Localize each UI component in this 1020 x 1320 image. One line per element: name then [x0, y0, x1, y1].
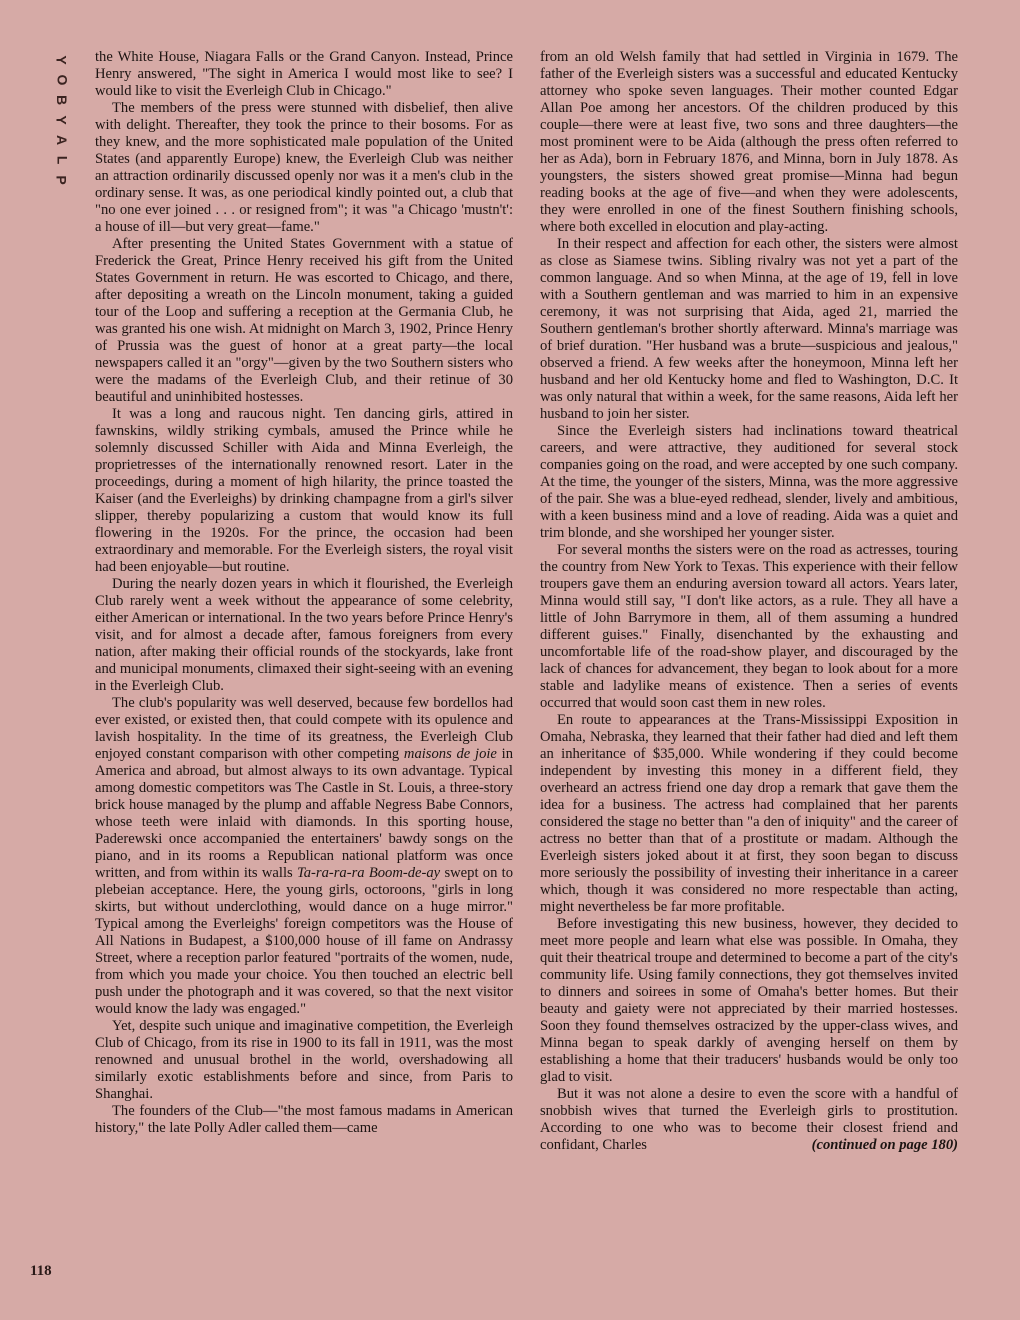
paragraph-text: swept on to plebeian acceptance. Here, the young girls, octoroons, "girls in long skirts, but without underclothing, would dance on a huge mirror." Typical among the Everleighs' foreign competitors was the House of All Nations in Budapest, a $100,000 house of ill fame on Andrassy Street, where a reception parlor featured "portraits of the women, nude, from which you made your choice. You then touched an electric bell push under the photograph and it was covered, so that the next visitor would know the lady was engaged.": [95, 865, 513, 1017]
paragraph: Since the Everleigh sisters had inclinations toward theatrical careers, and were attractive, they auditioned for several stock companies going on the road, and were accepted by one such company. At the time, the younger of the sisters, Minna, was the more aggressive of the pair. She was a blue-eyed redhead, slender, lively and ambitious, with a keen business mind and a love of reading. Aida was a quiet and trim blonde, and she worshiped her younger sister.: [540, 423, 958, 541]
masthead-letter: O: [53, 74, 70, 86]
masthead-letter: Y: [54, 115, 70, 125]
paragraph: In their respect and affection for each other, the sisters were almost as close as Siamese twins. Sibling rivalry was not yet a part of the common language. And so when Minna, at the age of 19, fell in love with a Southern gentleman and was married to him in an expensive ceremony, it was not surprising that Aida, aged 21, married the Southern gentleman's brother shortly afterward. Minna's marriage was of brief duration. "Her husband was a brute—suspicious and jealous," observed a friend. A few weeks after the honeymoon, Minna left her husband and her old Kentucky home and fled to Washington, D.C. It was only natural that within a week, for the same reasons, Aida left her husband to join her sister.: [540, 236, 958, 422]
playboy-masthead: [51, 50, 73, 190]
page-number: 118: [30, 1263, 52, 1279]
paragraph: It was a long and raucous night. Ten dancing girls, attired in fawnskins, wildly striking cymbals, amused the Prince while he solemnly discussed Schiller with Aida and Minna Everleigh, the proprietresses of the internationally renowned resort. Later in the proceedings, during a moment of high hilarity, the prince toasted the Kaiser (and the Everleighs) by drinking champagne from a girl's silver slipper, thereby popularizing a custom that would know its full flowering in the 1920s. For the prince, the occasion had been extraordinary and memorable. For the Everleigh sisters, the royal visit had been enjoyable—but routine.: [95, 406, 513, 575]
paragraph: After presenting the United States Government with a statue of Frederick the Great, Prince Henry received his gift from the United States Government in return. He was escorted to Chicago, and there, after depositing a wreath on the Lincoln monument, taking a guided tour of the Loop and suffering a reception at the Germania Club, he was granted his one wish. At midnight on March 3, 1902, Prince Henry of Prussia was the guest of honor at a great party—the local newspapers called it an "orgy"—given by the two Southern sisters who were the madams of the Everleigh Club, and their retinue of 30 beautiful and uninhibited hostesses.: [95, 236, 513, 405]
paragraph: The founders of the Club—"the most famous madams in American history," the late Polly Adler called them—came: [95, 1103, 513, 1136]
masthead-letter: A: [54, 134, 70, 146]
paragraph: For several months the sisters were on the road as actresses, touring the country from New York to Texas. This experience with their fellow troupers gave them an enduring aversion toward all actors. Years later, Minna would still say, "I don't like actors, as a rule. They all have a little of John Barrymore in them, all of them assuming a hundred different guises." Finally, disenchanted by the exhausting and uncomfortable life of the road-show player, and discouraged by the lack of chances for advancement, they began to look about for a more stable and ladylike means of existence. Then a series of events occurred that would soon cast them in new roles.: [540, 542, 958, 711]
paragraph: Before investigating this new business, however, they decided to meet more people and learn what else was possible. In Omaha, they quit their theatrical troupe and determined to become a part of the city's community life. Using family connections, they got themselves invited to dinners and soirees in some of Omaha's better homes. But their beauty and gaiety were not appreciated by their married hostesses. Soon they found themselves ostracized by the upper-class wives, and Minna began to speak darkly of avenging herself on them by establishing a home that their traducers' husbands would be only too glad to visit.: [540, 916, 958, 1085]
paragraph: Yet, despite such unique and imaginative competition, the Everleigh Club of Chicago, from its rise in 1900 to its fall in 1911, was the most renowned and unusual brothel in the world, overshadowing all similarly exotic establishments before and since, from Paris to Shanghai.: [95, 1018, 513, 1102]
paragraph-text: But it was not alone a desire to even the score with a handful of snobbish wives that turned the Everleigh girls to prostitution. According to one who was to become their closest friend and confidant, Charles: [540, 1086, 958, 1153]
masthead-letter: P: [54, 175, 70, 185]
masthead-letter: L: [54, 155, 70, 165]
paragraph: En route to appearances at the Trans-Mississippi Exposition in Omaha, Nebraska, they learned that their father had died and left them an inheritance of $35,000. While wondering if they could become independent by investing this money in a different field, they overheard an actress friend one day drop a remark that gave them the idea for a business. The actress had complained that her parents considered the stage no better than "a den of iniquity" and the career of actress no better than that of a prostitute or madam. Although the Everleigh sisters joked about it at first, they soon began to discuss more seriously the possibility of investing their inheritance in a career which, though it was considered no more respectable than acting, might nevertheless be far more profitable.: [540, 712, 958, 915]
continued-notice: (continued on page 180): [811, 1137, 958, 1153]
paragraph: [95, 695, 513, 1018]
italic-phrase: maisons de joie: [403, 746, 497, 762]
italic-song-title: Ta-ra-ra-ra Boom-de-ay: [296, 865, 441, 881]
masthead-letter: Y: [54, 55, 70, 65]
right-text-column: [540, 49, 958, 1154]
paragraph-text: in America and abroad, but almost always to its own advantage. Typical among domestic competitors was The Castle in St. Louis, a three-story brick house managed by the plump and affable Negress Babe Connors, whose teeth were inlaid with diamonds. In this sporting house, Paderewski once accompanied the entertainers' bawdy songs on the piano, and in its rooms a Republican national platform was once written, and from within its walls: [95, 746, 513, 881]
paragraph: [540, 1086, 958, 1154]
paragraph: During the nearly dozen years in which it flourished, the Everleigh Club rarely went a week without the appearance of some celebrity, either American or international. In the two years before Prince Henry's visit, and for almost a decade after, famous foreigners from every nation, after making their official rounds of the stockyards, lake front and municipal monuments, climaxed their sight-seeing with an evening in the Everleigh Club.: [95, 576, 513, 694]
paragraph: the White House, Niagara Falls or the Grand Canyon. Instead, Prince Henry answered, "The sight in America I would most like to see? I would like to visit the Everleigh Club in Chicago.": [95, 49, 513, 99]
left-text-column: [95, 49, 513, 1137]
paragraph-text: The club's popularity was well deserved, because few bordellos had ever existed, or existed then, that could compete with its opulence and lavish hospitality. In the time of its greatness, the Everleigh Club enjoyed constant comparison with other competing: [95, 695, 513, 762]
masthead-letter: B: [54, 94, 70, 106]
paragraph: The members of the press were stunned with disbelief, then alive with delight. Thereafter, they took the prince to their bosoms. For as they knew, and the more sophisticated male population of the United States (and apparently Europe) knew, the Everleigh Club was neither an attraction ordinarily discussed openly nor was it a men's club in the ordinary sense. It was, as one periodical kindly pointed out, a club that "no one ever joined . . . or resigned from"; it was "a Chicago 'mustn't': a house of ill—but very great—fame.": [95, 100, 513, 235]
paragraph: from an old Welsh family that had settled in Virginia in 1679. The father of the Everleigh sisters was a successful and educated Kentucky attorney who spoke seven languages. Their mother counted Edgar Allan Poe among her ancestors. Of the children produced by this couple—there were at least five, two sons and three daughters—the most prominent were to be Aida (although the press often referred to her as Ada), born in February 1876, and Minna, born in July 1878. As youngsters, the sisters showed great promise—Minna had begun reading books at the age of five—and when they were adolescents, they were enrolled in one of the finest Southern finishing schools, where both excelled in elocution and play-acting.: [540, 49, 958, 235]
